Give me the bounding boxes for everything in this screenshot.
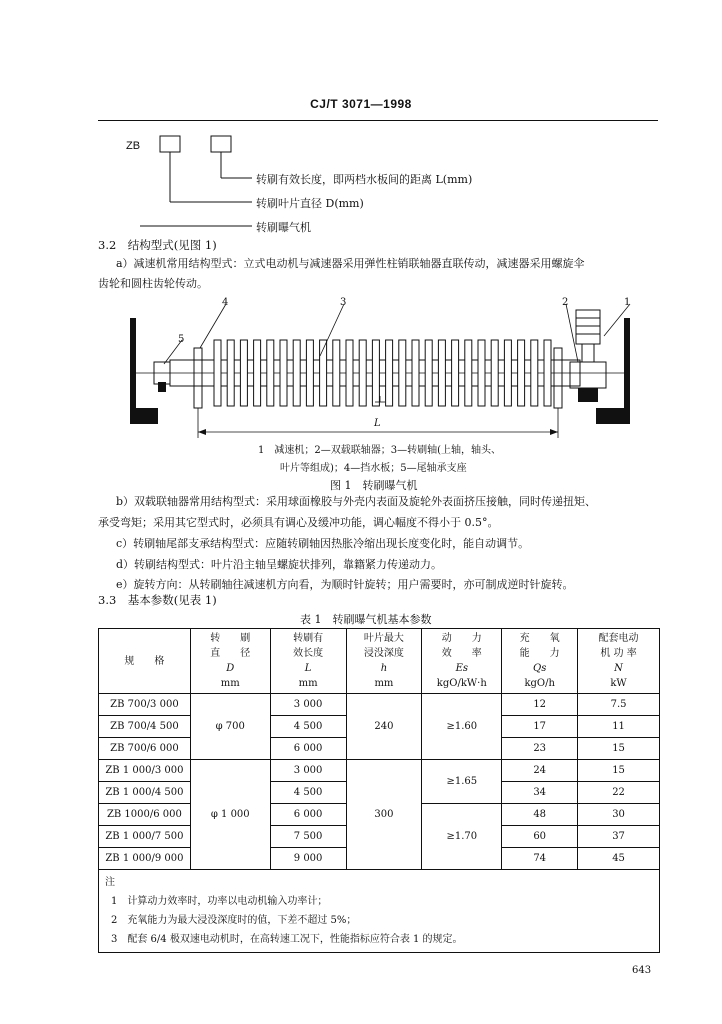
brush-blade (465, 340, 472, 406)
parameter-table (98, 628, 660, 953)
para-b-line2: 承受弯矩；采用其它型式时，必须具有调心及缓冲功能，调心幅度不得小于 0.5°。 (98, 516, 499, 529)
brush-blade (544, 340, 551, 406)
brush-blade (227, 340, 234, 406)
callout-3: 3 (340, 297, 347, 308)
brush-blade (438, 340, 445, 406)
designation-item-diameter: 转刷叶片直径 D(mm) (256, 197, 364, 210)
table-row: ZB 1000/6 000 6 000 ≥1.70 48 30 (99, 804, 660, 826)
brush-blade (346, 340, 353, 406)
table-notes (99, 870, 660, 953)
brush-blade (372, 340, 379, 406)
para-d: d）转刷结构型式：叶片沿主轴呈螺旋状排列，靠籍紧力传递动力。 (116, 558, 443, 571)
section-3-2-heading: 3.2 结构型式(见图 1) (98, 238, 217, 252)
header-power: 配套电动 机 功 率 N kW (578, 629, 660, 694)
para-e: e）旋转方向：从转刷轴往减速机方向看，为顺时针旋转；用户需要时，亦可制成逆时针旋转。 (116, 578, 574, 591)
table-row: ZB 1 000/7 500 7 500 60 37 (99, 826, 660, 848)
note-label: 注 (105, 877, 115, 888)
brush-blade (386, 340, 393, 406)
brush-blade (254, 340, 261, 406)
brush-blade (399, 340, 406, 406)
header-rule (98, 120, 658, 121)
brush-blade (333, 340, 340, 406)
note-1: 1 计算动力效率时，功率以电动机输入功率计； (111, 896, 328, 907)
header-depth: 叶片最大 浸没深度 h mm (346, 629, 422, 694)
brush-blade (240, 340, 247, 406)
para-a-line2: 齿轮和圆柱齿轮传动。 (98, 277, 208, 290)
para-b-line1: b）双载联轴器常用结构型式：采用球面橡胶与外壳内表面及旋轮外表面挤压接触，同时传递扭矩、 (116, 495, 597, 508)
brush-blade (491, 340, 498, 406)
brush-blade (452, 340, 459, 406)
section-3-3-heading: 3.3 基本参数(见表 1) (98, 593, 217, 607)
table-row: ZB 1 000/3 000 φ 1 000 3 000 300 ≥1.65 24 15 (99, 760, 660, 782)
table-row: ZB 700/6 000 6 000 23 15 (99, 738, 660, 760)
table-row: ZB 700/4 500 4 500 17 11 (99, 716, 660, 738)
header-diameter: 转 刷 直 径 D mm (190, 629, 270, 694)
callout-4: 4 (222, 297, 229, 308)
figure-1-drawing (130, 296, 650, 456)
designation-prefix: ZB (126, 140, 141, 152)
header-oxygen: 充 氧 能 力 Qs kgO/h (502, 629, 578, 694)
brush-blade (504, 340, 511, 406)
brush-blade (412, 340, 419, 406)
brush-blade (359, 340, 366, 406)
table-row: ZB 1 000/4 500 4 500 34 22 (99, 782, 660, 804)
brush-blade (478, 340, 485, 406)
brush-blade (306, 340, 313, 406)
brush-blade (293, 340, 300, 406)
designation-item-length: 转刷有效长度，即两档水板间的距离 L(mm) (256, 173, 473, 186)
note-3: 3 配套 6/4 极双速电动机时，在高转速工况下，性能指标应符合表 1 的规定。 (111, 934, 463, 945)
page-header: CJ/T 3071—1998 (310, 97, 412, 111)
callout-1: 1 (624, 297, 631, 308)
header-length: 转刷有 效长度 L mm (270, 629, 346, 694)
callout-5: 5 (178, 334, 185, 345)
page-number: 643 (632, 965, 652, 976)
brush-blade (518, 340, 525, 406)
callout-2: 2 (562, 297, 569, 308)
brush-blade (425, 340, 432, 406)
table-row: ZB 700/3 000 φ 700 3 000 240 ≥1.60 12 7.5 (99, 694, 660, 716)
figure-legend-line1: 1 减速机；2—双载联轴器；3—转刷轴(上轴，轴头、 (258, 445, 501, 456)
figure-caption: 图 1 转刷曝气机 (330, 479, 418, 492)
brush-blade (267, 340, 274, 406)
table-row: ZB 1 000/9 000 9 000 74 45 (99, 848, 660, 870)
brush-blade (531, 340, 538, 406)
header-efficiency: 动 力 效 率 Es kgO/kW·h (422, 629, 502, 694)
header-spec: 规 格 (99, 629, 191, 694)
brush-blade (280, 340, 287, 406)
para-c: c）转刷轴尾部支承结构型式：应随转刷轴因热胀冷缩出现长度变化时，能自动调节。 (116, 537, 530, 550)
figure-legend-line2: 叶片等组成)；4—挡水板；5—尾轴承支座 (280, 463, 467, 474)
designation-item-name: 转刷曝气机 (256, 221, 311, 234)
dimension-L-label: L (374, 418, 381, 429)
brush-blade (214, 340, 221, 406)
table-title: 表 1 转刷曝气机基本参数 (300, 613, 432, 626)
para-a-line1: a）减速机常用结构型式：立式电动机与减速器采用弹性柱销联轴器直联传动，减速器采用螺旋伞 (116, 257, 585, 270)
note-2: 2 充氧能力为最大浸没深度时的值，下差不超过 5%； (111, 915, 357, 926)
